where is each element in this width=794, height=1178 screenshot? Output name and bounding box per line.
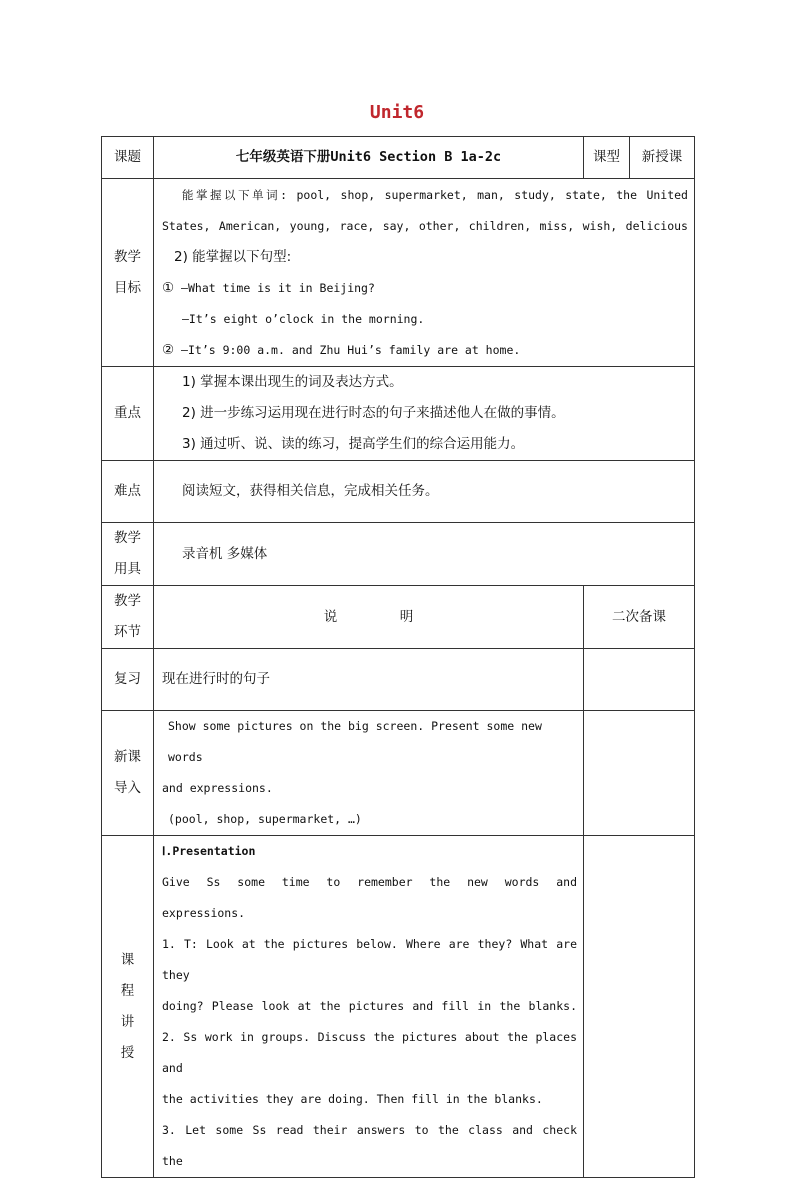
tools-content	[154, 523, 695, 586]
label-intro-line1: 新课	[114, 749, 141, 765]
sentence-1-question	[162, 273, 688, 304]
backup-header: 二次备课	[584, 586, 695, 649]
keypoints-content	[154, 367, 695, 461]
lecture-line-5: the activities they are doing. Then fill in the blanks.	[162, 1092, 543, 1106]
lecture-line-6: 3. Let some Ss read their answers to the class and check the	[162, 1123, 577, 1168]
lecture-line-2: 1. T: Look at the pictures below. Where are they? What are they	[162, 937, 577, 982]
row-steps-header	[102, 586, 695, 649]
lesson-type-value: 新授课	[630, 137, 695, 179]
row-intro	[102, 711, 695, 836]
row-difficulty	[102, 461, 695, 523]
sentence-1-answer: —It’s eight o’clock in the morning.	[182, 311, 425, 326]
label-lecture-char3: 讲	[120, 1013, 135, 1030]
lecture-line-1: Give Ss some time to remember the new words and expressions.	[162, 875, 577, 920]
difficulty-text: 阅读短文，获得相关信息，完成相关任务。	[182, 483, 439, 499]
tools-text: 录音机 多媒体	[182, 545, 268, 562]
page-title: Unit6	[369, 102, 425, 123]
intro-line-3: (pool, shop, supermarket, …)	[168, 812, 362, 826]
label-tools-line2: 用具	[114, 561, 141, 577]
row-keypoints	[102, 367, 695, 461]
explain-header-char1: 说	[323, 608, 338, 625]
label-lecture-char1: 课	[120, 951, 135, 968]
label-difficulty: 难点	[102, 461, 154, 523]
label-objectives-line2: 目标	[114, 279, 141, 296]
intro-backup-cell	[584, 711, 695, 836]
difficulty-content	[154, 461, 695, 523]
label-review: 复习	[102, 649, 154, 711]
label-lesson-type: 课型	[584, 137, 630, 179]
label-tools	[102, 523, 154, 586]
label-course: 课题	[102, 137, 154, 179]
lecture-line-4: 2. Ss work in groups. Discuss the pictures about the places and	[162, 1030, 577, 1075]
lecture-content	[154, 836, 584, 1178]
label-lecture-char4: 授	[120, 1044, 135, 1061]
label-intro	[102, 711, 154, 836]
keypoint-2: 2) 进一步练习运用现在进行时态的句子来描述他人在做的事情。	[182, 405, 565, 421]
explain-header-char2: 明	[399, 608, 414, 625]
label-intro-line2: 导入	[114, 780, 141, 796]
label-steps	[102, 586, 154, 649]
intro-line-2: and expressions.	[162, 781, 273, 795]
keypoint-3: 3) 通过听、说、读的练习，提高学生们的综合运用能力。	[182, 436, 525, 452]
sentences-heading: 2) 能掌握以下句型:	[174, 248, 292, 265]
sentence-2-text: —It’s 9:00 a.m. and Zhu Hui’s family are at home.	[181, 342, 521, 357]
row-objectives	[102, 179, 695, 367]
label-objectives	[102, 179, 154, 367]
explain-header	[154, 586, 584, 649]
lecture-line-3: doing? Please look at the pictures and fill in the blanks.	[162, 999, 577, 1013]
row-review	[102, 649, 695, 711]
row-course	[102, 137, 695, 179]
course-title: 七年级英语下册Unit6 Section B 1a-2c	[154, 137, 584, 179]
label-keypoints: 重点	[102, 367, 154, 461]
review-backup-cell	[584, 649, 695, 711]
lecture-backup-cell	[584, 836, 695, 1178]
label-lecture	[102, 836, 154, 1178]
lecture-heading: Ⅰ.Presentation	[162, 844, 256, 858]
sentence-2	[162, 335, 688, 366]
label-steps-line1: 教学	[114, 593, 141, 609]
label-objectives-line1: 教学	[114, 248, 141, 265]
sentence-2-marker: ②	[162, 341, 175, 358]
vocab-line-2: States, American, young, race, say, other, children, miss, wish, delicious	[162, 218, 688, 233]
label-lecture-char2: 程	[120, 982, 135, 999]
lesson-plan-table	[101, 136, 695, 1178]
row-tools	[102, 523, 695, 586]
label-tools-line1: 教学	[114, 530, 141, 546]
intro-line-1: Show some pictures on the big screen. Present some new words	[168, 719, 542, 764]
label-steps-line2: 环节	[114, 624, 141, 640]
objectives-content	[154, 179, 695, 367]
keypoint-1: 1) 掌握本课出现生的词及表达方式。	[182, 374, 403, 390]
row-lecture	[102, 836, 695, 1178]
sentence-1-marker: ①	[162, 279, 175, 296]
intro-content	[154, 711, 584, 836]
sentence-1-q-text: —What time is it in Beijing?	[181, 280, 375, 295]
review-content: 现在进行时的句子	[154, 649, 584, 711]
vocab-line-1: 能掌握以下单词: pool, shop, supermarket, man, study, state, the United	[182, 187, 688, 202]
